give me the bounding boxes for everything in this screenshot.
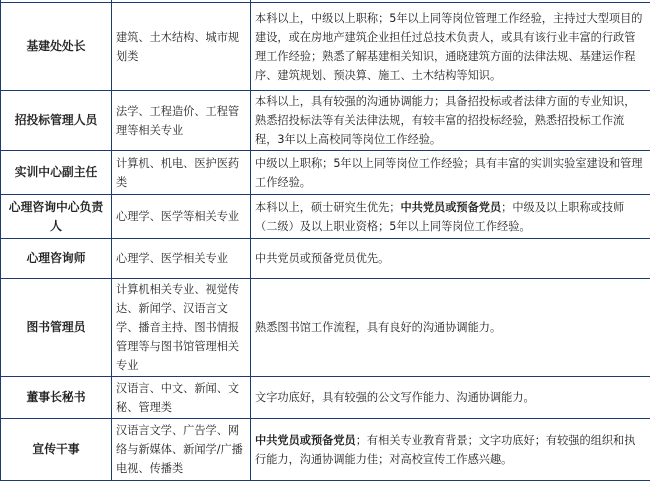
requirement-highlight: 中共党员或预备党员 bbox=[400, 201, 501, 214]
requirement-cell bbox=[251, 91, 650, 151]
requirement-cell bbox=[251, 195, 650, 239]
requirement-text: ；有相关专业教育背景；文字功底好；有较强的组织和执行能力，沟通协调能力佳；对高校宣传工作感兴趣。 bbox=[255, 434, 635, 466]
requirement-cell bbox=[251, 239, 650, 279]
requirement-cell bbox=[251, 151, 650, 195]
position-cell: 宣传干事 bbox=[1, 419, 112, 481]
requirement-cell bbox=[251, 279, 650, 377]
table-row bbox=[1, 377, 650, 419]
requirement-text: 熟悉图书馆工作流程，具有良好的沟通协调能力。 bbox=[255, 321, 501, 334]
position-cell: 实训中心副主任 bbox=[1, 151, 112, 195]
position-cell: 心理咨询中心负责人 bbox=[1, 195, 112, 239]
position-cell: 图书管理员 bbox=[1, 279, 112, 377]
table-row bbox=[1, 419, 650, 481]
major-cell: 心理学、医学等相关专业 bbox=[112, 195, 251, 239]
requirement-text: 本科以上，硕士研究生优先； bbox=[255, 201, 400, 214]
requirement-text: 本科以上，具有较强的沟通协调能力；具备招投标或者法律方面的专业知识，熟悉招投标法等有关法律法规，有较丰富的招投标经验，熟悉招投标工作流程，3年以上高校同等岗位工作经验。 bbox=[255, 95, 635, 146]
table-row bbox=[1, 3, 650, 91]
requirement-text: ；中级及以上职称或技师（二级）及以上职业资格；5年以上同等岗位工作经验。 bbox=[255, 201, 624, 233]
table-row bbox=[1, 91, 650, 151]
requirement-cell bbox=[251, 377, 650, 419]
position-cell: 基建处处长 bbox=[1, 3, 112, 91]
major-cell: 汉语言、中文、新闻、文秘、管理类 bbox=[112, 377, 251, 419]
position-cell: 董事长秘书 bbox=[1, 377, 112, 419]
requirement-text: 文字功底好，具有较强的公文写作能力、沟通协调能力。 bbox=[255, 391, 535, 404]
major-cell: 法学、工程造价、工程管理等相关专业 bbox=[112, 91, 251, 151]
requirement-highlight: 中共党员或预备党员 bbox=[255, 434, 356, 447]
major-cell: 计算机相关专业、视觉传达、新闻学、汉语言文学、播音主持、图书情报管理等与图书馆管理相关专业 bbox=[112, 279, 251, 377]
requirement-text: 中级以上职称；5年以上同等岗位工作经验；具有丰富的实训实验室建设和管理工作经验。 bbox=[255, 157, 643, 189]
position-cell: 招投标管理人员 bbox=[1, 91, 112, 151]
major-cell: 汉语言文学、广告学、网络与新媒体、新闻学/广播电视、传播类 bbox=[112, 419, 251, 481]
table-row bbox=[1, 195, 650, 239]
table-row bbox=[1, 239, 650, 279]
requirement-text: 本科以上，中级以上职称；5年以上同等岗位管理工作经验，主持过大型项目的建设，或在房地产建筑企业担任过总技术负责人，或具有该行业丰富的行政管理工作经验；熟悉了解基建相关知识，通晓建筑方面的法律法规、基建运作程序、建筑规划、预决算、施工、土木结构等知识。 bbox=[255, 12, 643, 82]
table-row bbox=[1, 151, 650, 195]
major-cell: 计算机、机电、医护医药类 bbox=[112, 151, 251, 195]
table-row bbox=[1, 279, 650, 377]
position-cell: 心理咨询师 bbox=[1, 239, 112, 279]
requirement-cell bbox=[251, 3, 650, 91]
major-cell: 心理学、医学相关专业 bbox=[112, 239, 251, 279]
requirement-text: 中共党员或预备党员优先。 bbox=[255, 252, 389, 265]
requirement-cell bbox=[251, 419, 650, 481]
major-cell: 建筑、土木结构、城市规划类 bbox=[112, 3, 251, 91]
